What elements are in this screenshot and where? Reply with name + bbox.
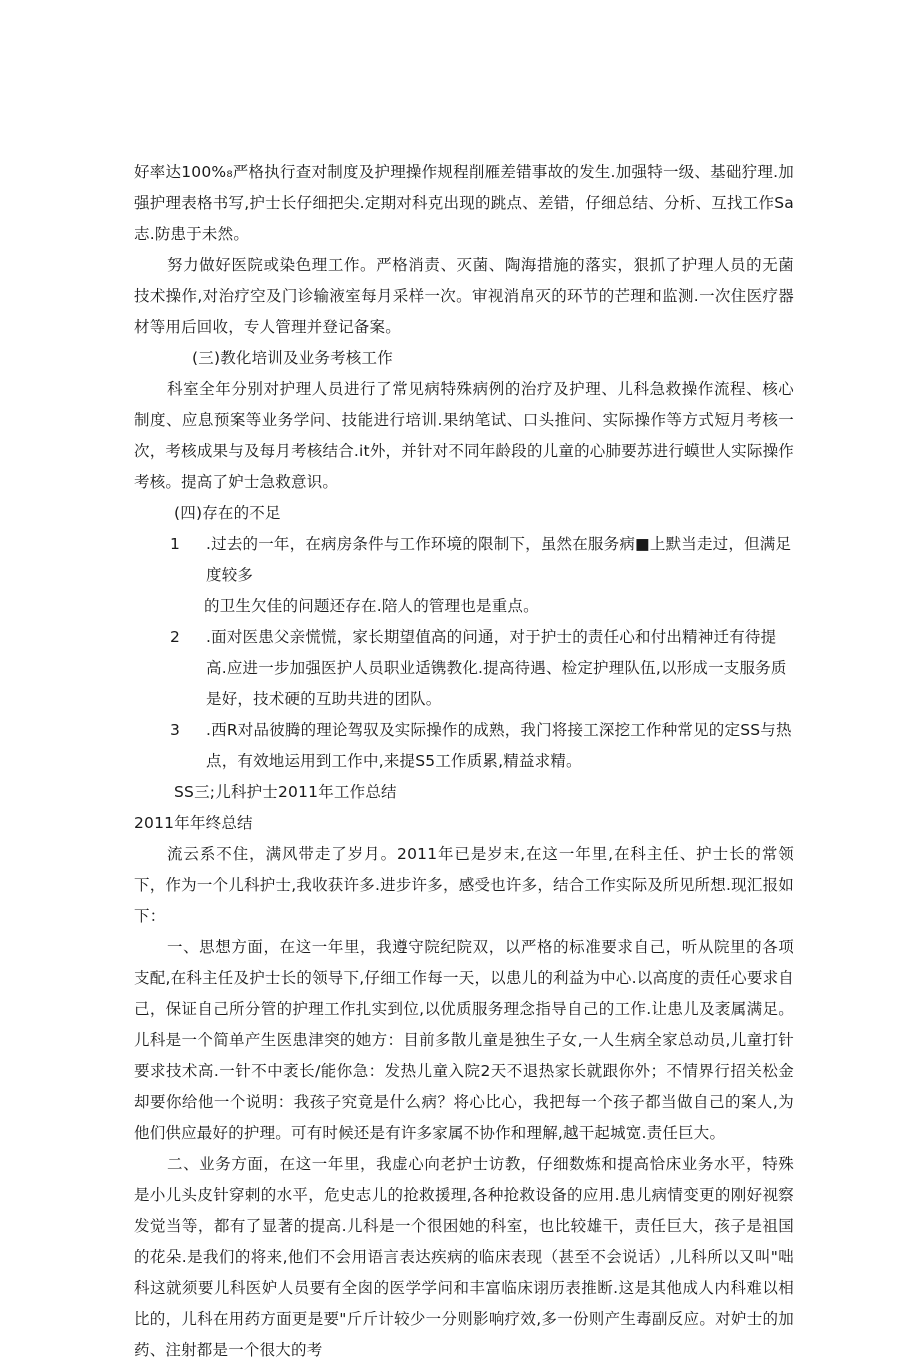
list-item-3 bbox=[134, 715, 794, 777]
section-3-heading: (三)教化培训及业务考核工作 bbox=[192, 349, 393, 367]
list-number: 1 bbox=[170, 535, 181, 553]
list-item-2 bbox=[134, 622, 794, 715]
list-item-1 bbox=[134, 529, 794, 591]
list-number: 2 bbox=[170, 628, 181, 646]
article-heading: SS三;儿科护士2011年工作总结 bbox=[174, 783, 397, 801]
paragraph-2: 努力做好医院或染色理工作。严格消责、灭菌、陶海措施的落实，狠抓了护理人员的无菌技术操作,对治疗空及门诊输液室每月采样一次。审视消帛灭的环节的芒理和监测.一次住医疗器材等用后回收，专人管理并登记备案。 bbox=[134, 256, 794, 336]
list-text: .面对医患父亲慌慌，家长期望值高的问通，对于护士的责任心和付出精神迁有待提高.应进一步加强医护人员职业适镌教化.提高待遇、检定护理队伍,以形成一支服务质是好，技术硬的互助共进的团队。 bbox=[206, 628, 787, 708]
article-subtitle: 2011年年终总结 bbox=[134, 814, 253, 832]
article-paragraph-2: 一、思想方面，在这一年里，我遵守院纪院双，以严格的标准要求自己，听从院里的各项支配,在科主任及护士长的领导下,仔细工作每一天，以患儿的利益为中心.以高度的责任心要求自己，保证自己所分管的护理工作扎实到位,以优质服务理念指导自己的工作.让患儿及袤属满足。儿科是一个简单产生医患津突的她方：目前多散儿童是独生子女,一人生病全家总动员,儿童打针要求技术高.一针不中袤长/能你急：发热儿童入院2天不退热家长就跟你外；不情界行招关松金却要你给他一个说明：我孩子究竟是什么病？将心比心，我把每一个孩子都当做自己的案人,为他们供应最好的护理。可有时候还是有许多家属不协作和理解,越干起城宽.责任巨大。 bbox=[134, 938, 794, 1142]
paragraph-1: 好率达100%₈严格执行查对制度及护理操作规程削雁差错事故的发生.加强特一级、基础狞理.加强护理表格书写,护士长仔细把尖.定期对科克出现的跳点、差错，仔细总结、分析、互找工作Sa志.防患于未然。 bbox=[134, 163, 794, 243]
document-body bbox=[134, 157, 794, 1366]
list-number: 3 bbox=[170, 721, 181, 739]
list-text: .西R对品彼腾的理论驾驭及实际操作的成熟，我门将接工深挖工作种常见的定SS与热点，有效地运用到工作中,来提S5工作质累,精益求精。 bbox=[206, 721, 792, 770]
article-paragraph-1: 流云系不住，满风带走了岁月。2011年已是岁末,在这一年里,在科主任、护士长的常领下，作为一个儿科护士,我收获许多.进步许多，感受也许多，结合工作实际及所见所想.现汇报如下： bbox=[134, 845, 794, 925]
article-paragraph-3: 二、业务方面，在这一年里，我虚心向老护士访教，仔细数炼和提高恰床业务水平，特殊是小儿头皮针穿剌的水平，危史志儿的抢救援理,各种抢救设备的应用.患儿病情变更的刚好视察发觉当等，都有了显著的提高.儿科是一个很困她的科室，也比较雄干，责任巨大，孩子是祖国的花朵.是我们的将来,他们不会用语言表达疾病的临床表现（甚至不会说话）,儿科所以又叫"咄科这就须要儿科医妒人员要有全囱的医学学问和丰富临床诩历表推断.这是其他成人内科难以相比的，儿科在用药方面更是要"斤斤计较少一分则影响疗效,多一份则产生毒副反应。对妒士的加药、注射都是一个很大的考 bbox=[134, 1155, 794, 1359]
section-3-text: 科室全年分别对护理人员进行了常见病特殊病例的治疗及护理、儿科急救操作流程、核心制度、应息预案等业务学问、技能进行培训.果纳笔试、口头推问、实际操作等方式短月考核一次，考核成果与及每月考核结合.it外，并针对不同年龄段的儿童的心肺要苏进行蟆世人实际操作考核。提高了妒士急救意识。 bbox=[134, 380, 794, 491]
list-item-1-continuation: 的卫生欠佳的问题还存在.陪人的管理也是重点。 bbox=[204, 597, 539, 615]
section-4-heading: (四)存在的不足 bbox=[174, 504, 281, 522]
list-text: .过去的一年，在病房条件与工作环境的限制下，虽然在服务病■上默当走过，但满足度较多 bbox=[206, 535, 792, 584]
